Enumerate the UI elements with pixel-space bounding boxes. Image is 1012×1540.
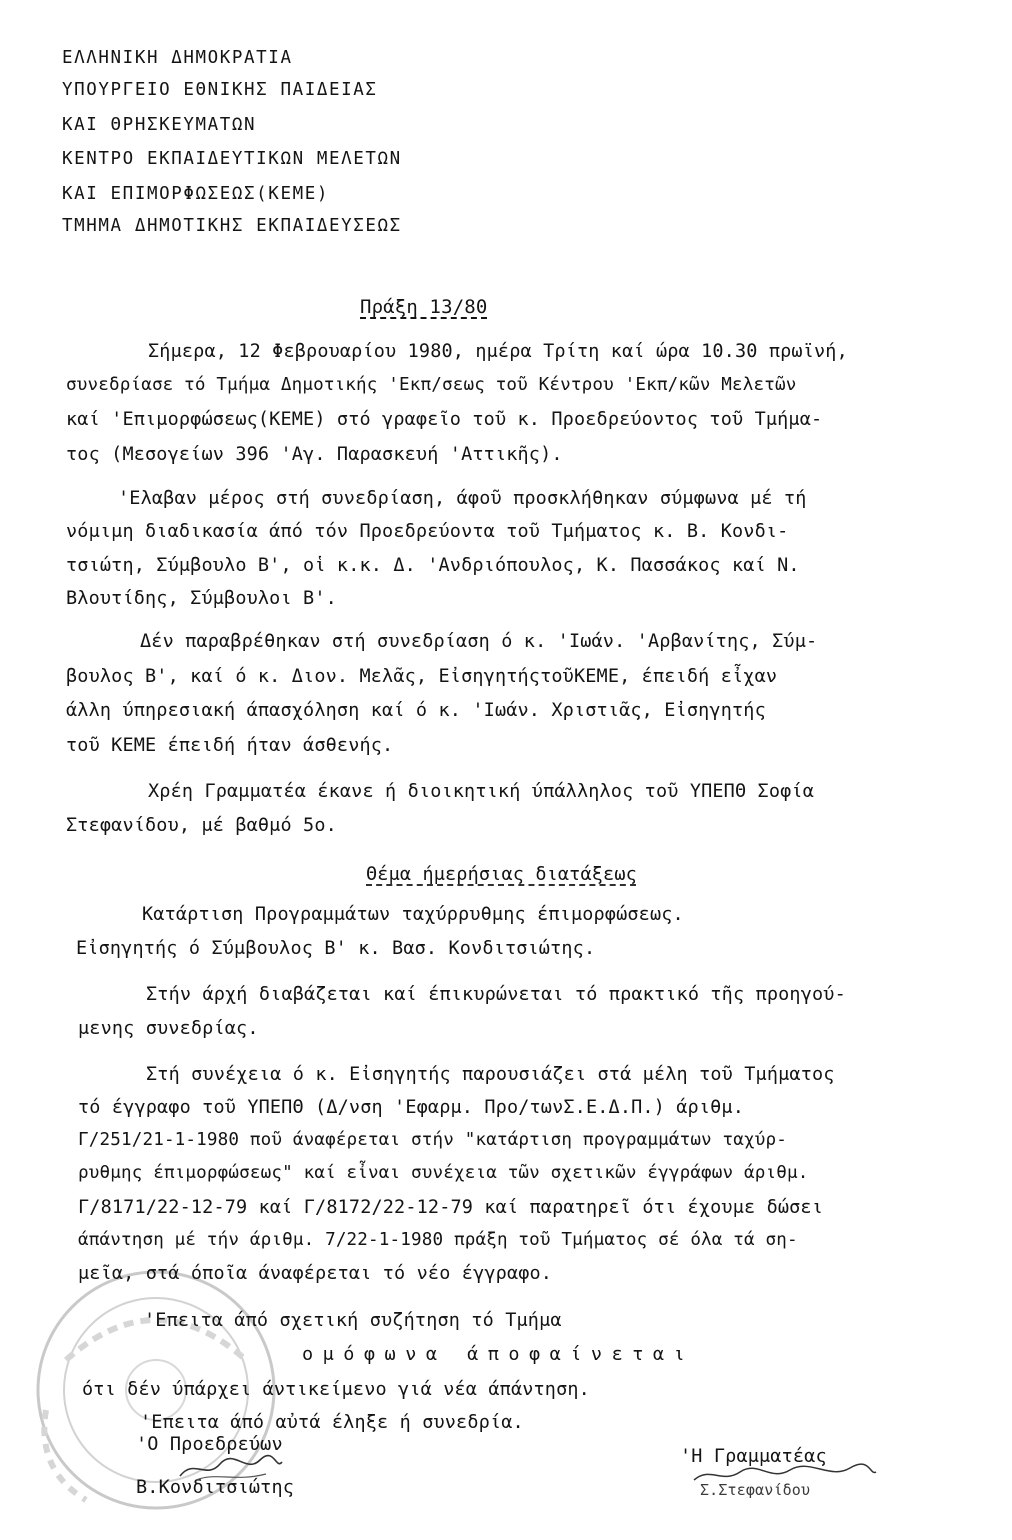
- body-line-4: τος (Μεσογείων 396 'Αγ. Παρασκευή 'Αττικῆς).: [66, 444, 563, 465]
- secretary-signature-scribble: [690, 1462, 880, 1488]
- secretary-title: 'Η Γραμματέας: [680, 1446, 827, 1467]
- agenda-line-11: μεῖα, στά όποῖα άναφέρεται τό νέο έγγραφο.: [78, 1263, 553, 1284]
- body-line-5: 'Ελαβαν μέρος στή συνεδρίαση, άφοῦ προσκλήθηκαν σύμφωνα μέ τή: [118, 488, 807, 509]
- agenda-line-7: Γ/251/21-1-1980 ποῦ άναφέρεται στήν "κατάρτιση προγραμμάτων ταχύρ-: [78, 1130, 787, 1150]
- decision-line-4: 'Επειτα άπό αὐτά έληξε ή συνεδρία.: [140, 1412, 524, 1433]
- secretary-name: Σ.Στεφανίδου: [700, 1481, 811, 1499]
- document-title: Πράξη 13/80: [360, 296, 488, 318]
- agenda-heading: Θέμα ήμερήσιας διατάξεως: [366, 864, 637, 885]
- chair-signature-scribble: [176, 1452, 286, 1484]
- chair-name: Β.Κονδιτσιώτης: [136, 1477, 295, 1498]
- body-line-7: τσιώτη, Σύμβουλο Β', οἱ κ.κ. Δ. 'Ανδριόπουλος, Κ. Πασσάκος καί Ν.: [66, 555, 800, 576]
- body-line-9: Δέν παραβρέθηκαν στή συνεδρίαση ό κ. 'Ιωάν. 'Αρβανίτης, Σύμ-: [140, 631, 818, 652]
- chair-title: 'Ο Προεδρεύων: [136, 1434, 283, 1455]
- body-line-8: Βλουτίδης, Σύμβουλοι Β'.: [66, 588, 337, 609]
- agenda-line-6: τό έγγραφο τοῦ ΥΠΕΠΘ (Δ/νση 'Εφαρμ. Προ/τωνΣ.Ε.Δ.Π.) άριθμ.: [78, 1097, 744, 1118]
- header-line-1: ΕΛΛΗΝΙΚΗ ΔΗΜΟΚΡΑΤΙΑ: [62, 48, 293, 68]
- agenda-line-4: μενης συνεδρίας.: [78, 1018, 259, 1039]
- body-line-10: βουλος Β', καί ό κ. Διον. Μελᾶς, ΕἰσηγητήςτοῦΚΕΜΕ, έπειδή εἶχαν: [66, 666, 778, 687]
- body-line-11: άλλη ύπηρεσιακή άπασχόληση καί ό κ. 'Ιωάν. Χριστιᾶς, Εἰσηγητής: [66, 700, 766, 721]
- agenda-line-9: Γ/8171/22-12-79 καί Γ/8172/22-12-79 καί παρατηρεῖ ότι έχουμε δώσει: [78, 1197, 824, 1218]
- header-line-6: ΤΜΗΜΑ ΔΗΜΟΤΙΚΗΣ ΕΚΠΑΙΔΕΥΣΕΩΣ: [62, 216, 402, 236]
- agenda-line-10: άπάντηση μέ τήν άριθμ. 7/22-1-1980 πράξη τοῦ Τμήματος σέ όλα τά ση-: [78, 1230, 798, 1250]
- header-line-4: ΚΕΝΤΡΟ ΕΚΠΑΙΔΕΥΤΙΚΩΝ ΜΕΛΕΤΩΝ: [62, 149, 402, 169]
- body-line-2: συνεδρίασε τό Τμήμα Δημοτικής 'Εκπ/σεως τοῦ Κέντρου 'Εκπ/κῶν Μελετῶν: [66, 375, 797, 395]
- body-line-12: τοῦ ΚΕΜΕ έπειδή ήταν άσθενής.: [66, 735, 394, 756]
- agenda-line-3: Στήν άρχή διαβάζεται καί έπικυρώνεται τό πρακτικό τῆς προηγού-: [146, 984, 846, 1005]
- header-line-5: ΚΑΙ ΕΠΙΜΟΡΦΩΣΕΩΣ(ΚΕΜΕ): [62, 184, 329, 204]
- decision-line-3: ότι δέν ύπάρχει άντικείμενο γιά νέα άπάντηση.: [82, 1379, 590, 1400]
- decision-line-1: 'Επειτα άπό σχετική συζήτηση τό Τμήμα: [144, 1310, 562, 1331]
- agenda-line-1: Κατάρτιση Προγραμμάτων ταχύρρυθμης έπιμορφώσεως.: [142, 904, 684, 925]
- header-line-2: ΥΠΟΥΡΓΕΙΟ ΕΘΝΙΚΗΣ ΠΑΙΔΕΙΑΣ: [62, 80, 378, 100]
- body-line-1: Σήμερα, 12 Φεβρουαρίου 1980, ημέρα Τρίτη καί ώρα 10.30 πρωϊνή,: [148, 341, 848, 362]
- header-line-3: ΚΑΙ ΘΡΗΣΚΕΥΜΑΤΩΝ: [62, 115, 257, 135]
- agenda-line-2: Εἰσηγητής ό Σύμβουλος Β' κ. Βασ. Κονδιτσιώτης.: [76, 938, 596, 959]
- agenda-line-8: ρυθμης έπιμορφώσεως" καί εἶναι συνέχεια τῶν σχετικῶν έγγράφων άριθμ.: [78, 1163, 809, 1183]
- body-line-6: νόμιμη διαδικασία άπό τόν Προεδρεύοντα τοῦ Τμήματος κ. Β. Κονδι-: [66, 521, 789, 542]
- decision-line-2: ομόφωνα άποφαίνεται: [302, 1344, 695, 1365]
- agenda-line-5: Στή συνέχεια ό κ. Εἰσηγητής παρουσιάζει στά μέλη τοῦ Τμήματος: [146, 1064, 835, 1085]
- body-line-13: Χρέη Γραμματέα έκανε ή διοικητική ύπάλληλος τοῦ ΥΠΕΠΘ Σοφία: [148, 781, 814, 802]
- body-line-3: καί 'Επιμορφώσεως(ΚΕΜΕ) στό γραφεῖο τοῦ κ. Προεδρεύοντος τοῦ Τμήμα-: [66, 409, 823, 430]
- body-line-14: Στεφανίδου, μέ βαθμό 5ο.: [66, 815, 337, 836]
